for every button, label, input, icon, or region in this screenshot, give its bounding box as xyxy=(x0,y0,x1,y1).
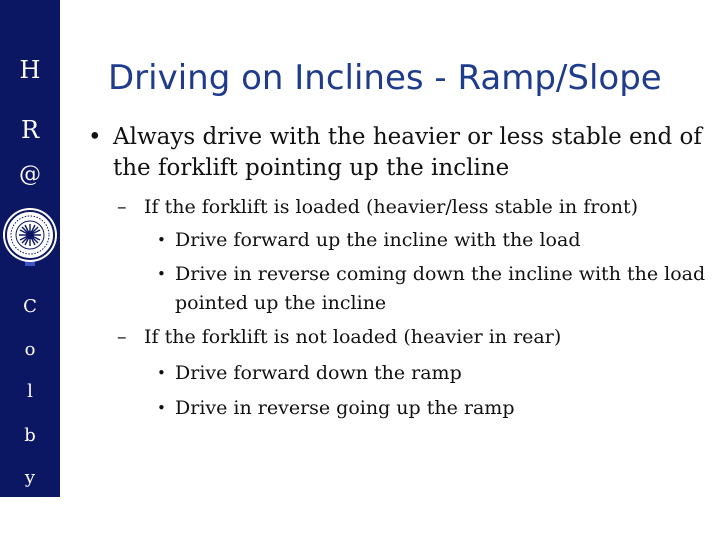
sidebar-letter-h: H xyxy=(19,56,41,84)
subpoint-loaded xyxy=(117,194,707,221)
list-item xyxy=(157,226,707,255)
sidebar-letter-r: R xyxy=(20,116,40,144)
list-item xyxy=(157,260,707,318)
bullet-marker: • xyxy=(157,231,166,249)
bullet-marker: • xyxy=(157,364,166,382)
dash-marker: – xyxy=(117,326,127,348)
bullet-marker: • xyxy=(157,265,166,283)
slide-title: Driving on Inclines - Ramp/Slope xyxy=(108,58,662,98)
bullet-marker: • xyxy=(88,124,102,150)
list-item-text: Drive in reverse coming down the incline with the load pointed up the incline xyxy=(175,263,706,314)
subpoint-text: If the forklift is loaded (heavier/less stable in front) xyxy=(144,196,639,218)
list-item xyxy=(157,359,707,388)
list-item-text: Drive forward up the incline with the load xyxy=(175,229,581,251)
sidebar-letter-o: o xyxy=(24,339,36,360)
list-item-text: Drive in reverse going up the ramp xyxy=(175,397,515,419)
list-item-text: Drive forward down the ramp xyxy=(175,362,462,384)
list-item xyxy=(157,394,707,423)
main-bullet xyxy=(88,122,708,184)
subpoint-not-loaded xyxy=(117,324,707,351)
college-seal-icon xyxy=(1,206,59,266)
bullet-marker: • xyxy=(157,399,166,417)
sidebar-letter-l: l xyxy=(27,381,33,402)
sidebar-letter-y: y xyxy=(24,467,36,488)
sidebar-letter-c: C xyxy=(23,296,37,317)
subpoint-text: If the forklift is not loaded (heavier in rear) xyxy=(144,326,562,348)
sidebar xyxy=(0,0,60,497)
sidebar-letter-at: @ xyxy=(19,162,41,187)
sidebar-letter-b: b xyxy=(24,425,36,446)
dash-marker: – xyxy=(117,196,127,218)
main-bullet-text: Always drive with the heavier or less stable end of the forklift pointing up the incline xyxy=(113,124,702,181)
